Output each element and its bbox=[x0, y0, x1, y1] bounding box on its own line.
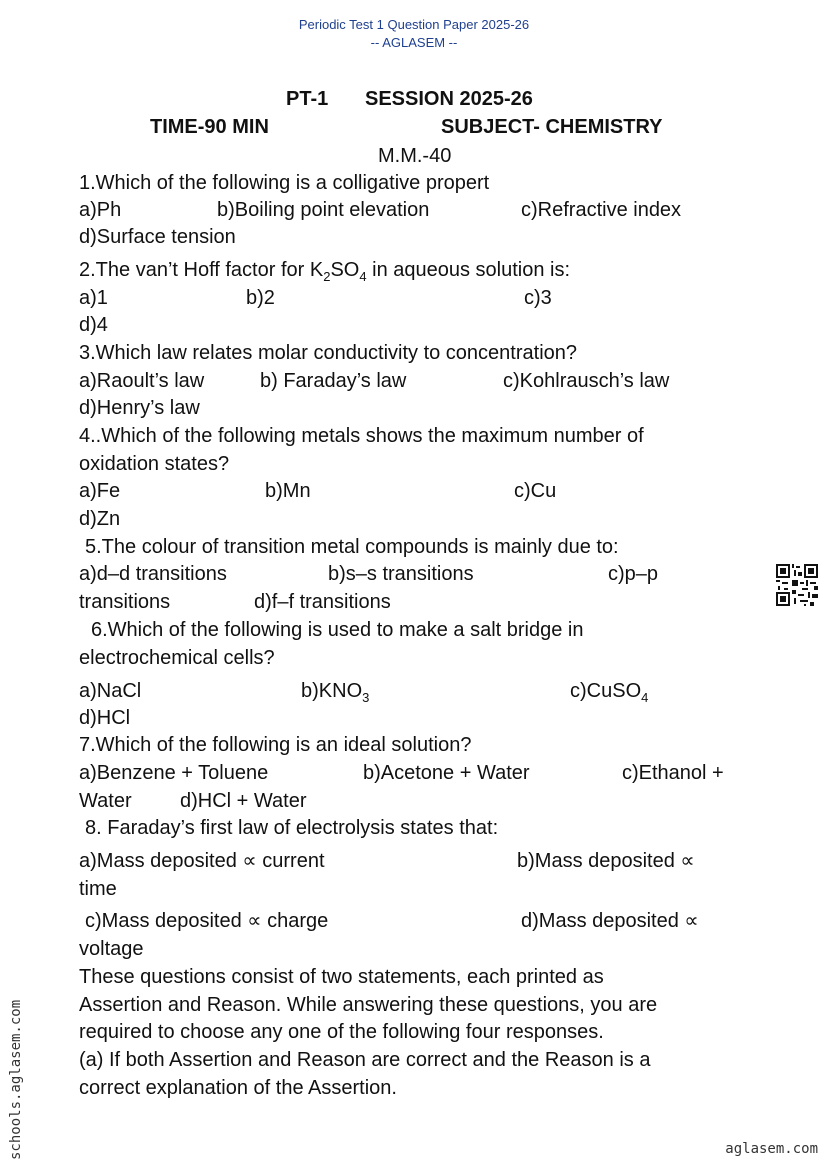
qr-code-icon bbox=[776, 564, 818, 606]
instructions-line-4: (a) If both Assertion and Reason are correct and the Reason is a bbox=[79, 1049, 651, 1071]
q3-option-a: a)Raoult’s law bbox=[79, 370, 205, 392]
q2-option-a: a)1 bbox=[79, 287, 108, 309]
title-subject: SUBJECT- CHEMISTRY bbox=[441, 116, 663, 138]
title-time: TIME-90 MIN bbox=[150, 116, 269, 138]
q6-option-a: a)NaCl bbox=[79, 680, 142, 702]
q5-option-a: a)d–d transitions bbox=[79, 563, 227, 585]
q4-option-c: c)Cu bbox=[514, 480, 557, 502]
q4-text-line-2: oxidation states? bbox=[79, 453, 230, 475]
q3-option-d: d)Henry’s law bbox=[79, 397, 200, 419]
q8-option-b-continued: time bbox=[79, 878, 117, 900]
q7-option-c: c)Ethanol + bbox=[622, 762, 724, 784]
q5-option-c: c)p–p bbox=[608, 563, 659, 585]
q6-text-line-1: 6.Which of the following is used to make a salt bridge in bbox=[91, 619, 584, 641]
q1-text: 1.Which of the following is a colligative propert bbox=[79, 172, 490, 194]
q1-option-c: c)Refractive index bbox=[521, 199, 682, 221]
title-session: SESSION 2025-26 bbox=[365, 88, 533, 110]
q1-option-d: d)Surface tension bbox=[79, 226, 236, 248]
q6-option-d: d)HCl bbox=[79, 707, 131, 729]
title-pt: PT-1 bbox=[286, 88, 329, 110]
q8-text: 8. Faraday’s first law of electrolysis states that: bbox=[85, 817, 499, 839]
q3-option-b: b) Faraday’s law bbox=[260, 370, 407, 392]
q4-option-b: b)Mn bbox=[265, 480, 311, 502]
q2-option-d: d)4 bbox=[79, 314, 108, 336]
q7-option-b: b)Acetone + Water bbox=[363, 762, 530, 784]
instructions-line-3: required to choose any one of the following four responses. bbox=[79, 1021, 604, 1043]
q5-option-c-continued: transitions bbox=[79, 591, 171, 613]
q8-option-c: c)Mass deposited ∝ charge bbox=[85, 910, 329, 932]
q4-option-a: a)Fe bbox=[79, 480, 121, 502]
q2-option-b: b)2 bbox=[246, 287, 275, 309]
q1-option-b: b)Boiling point elevation bbox=[217, 199, 430, 221]
q7-option-a: a)Benzene + Toluene bbox=[79, 762, 269, 784]
q3-text: 3.Which law relates molar conductivity to concentration? bbox=[79, 342, 578, 364]
q8-option-d-continued: voltage bbox=[79, 938, 144, 960]
header-line-2: -- AGLASEM -- bbox=[370, 35, 458, 50]
q2-option-c: c)3 bbox=[524, 287, 552, 309]
q6-option-b: $b)KNO_3$ bbox=[301, 680, 370, 705]
q5-option-d: d)f–f transitions bbox=[254, 591, 391, 613]
q7-option-d: d)HCl + Water bbox=[180, 790, 307, 812]
q7-text: 7.Which of the following is an ideal solution? bbox=[79, 734, 472, 756]
q3-option-c: c)Kohlrausch’s law bbox=[503, 370, 670, 392]
q4-option-d: d)Zn bbox=[79, 508, 121, 530]
side-watermark: schools.aglasem.com bbox=[8, 999, 24, 1160]
q2-text: 2.The van’t Hoff factor for $K_2SO_4$ in aqueous solution is: bbox=[79, 259, 571, 284]
q1-option-a: a)Ph bbox=[79, 199, 122, 221]
footer-site: aglasem.com bbox=[725, 1141, 818, 1157]
instructions-line-1: These questions consist of two statements, each printed as bbox=[79, 966, 604, 988]
q4-text-line-1: 4..Which of the following metals shows the maximum number of bbox=[79, 425, 644, 447]
q7-option-c-continued: Water bbox=[79, 790, 132, 812]
q8-option-d: d)Mass deposited ∝ bbox=[521, 910, 699, 932]
title-marks: M.M.-40 bbox=[378, 145, 452, 167]
instructions-line-5: correct explanation of the Assertion. bbox=[79, 1077, 397, 1099]
header-line-1: Periodic Test 1 Question Paper 2025-26 bbox=[298, 17, 530, 32]
q6-text-line-2: electrochemical cells? bbox=[79, 647, 275, 669]
q6-option-c: c)CuSO$_4$ bbox=[570, 680, 649, 705]
q8-option-a: a)Mass deposited ∝ current bbox=[79, 850, 325, 872]
instructions-line-2: Assertion and Reason. While answering these questions, you are bbox=[79, 994, 658, 1016]
q5-option-b: b)s–s transitions bbox=[328, 563, 474, 585]
q5-text: 5.The colour of transition metal compounds is mainly due to: bbox=[85, 536, 619, 558]
q8-option-b: b)Mass deposited ∝ bbox=[517, 850, 695, 872]
